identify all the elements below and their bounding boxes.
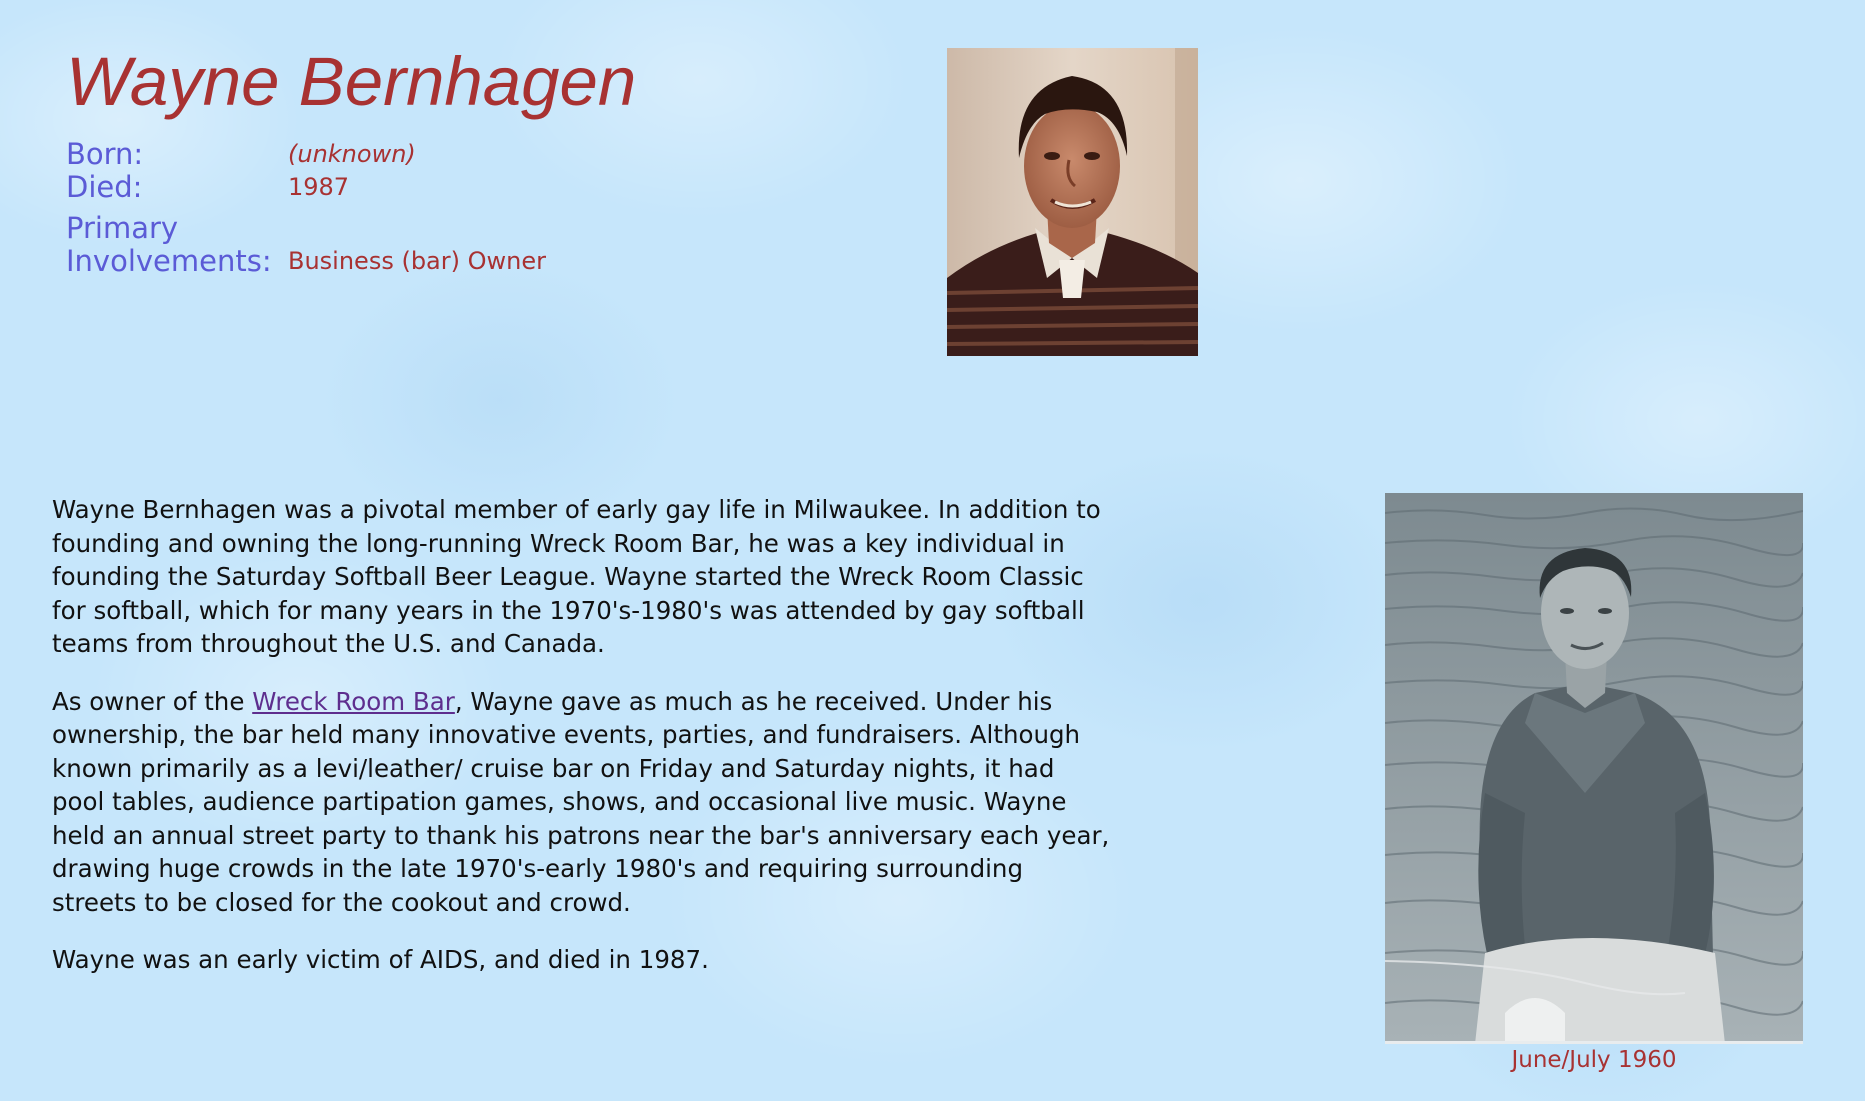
bio-p2-prefix: As owner of the xyxy=(52,686,253,716)
born-label: Born: xyxy=(66,137,144,171)
wreck-room-bar-link[interactable]: Wreck Room Bar xyxy=(252,686,455,716)
bio-paragraph-1 xyxy=(52,493,1152,661)
bio-p1-line: Wayne Bernhagen was a pivotal member of early gay life in Milwaukee. In addition to xyxy=(52,495,1101,524)
involvements-label xyxy=(66,204,288,278)
involvements-row xyxy=(66,204,546,278)
bio-p1-line: founding the Saturday Softball Beer League. Wayne started the Wreck Room Classic xyxy=(52,562,1084,591)
portrait-photo xyxy=(947,48,1198,356)
bio-p1-line: founding and owning the long-running Wreck Room Bar, he was a key individual in xyxy=(52,528,1065,558)
bio-p2-line: ownership, the bar held many innovative events, parties, and fundraisers. Although xyxy=(52,720,1081,749)
biography xyxy=(52,493,1152,1001)
born-value: (unknown) xyxy=(288,140,416,168)
bio-p1-line: teams from throughout the U.S. and Canada. xyxy=(52,629,605,658)
bio-p2-line: pool tables, audience partipation games, shows, and occasional live music. Wayne xyxy=(52,787,1067,816)
bio-p2-suffix: , Wayne gave as much as he received. Under his xyxy=(454,686,1053,716)
facts-table xyxy=(66,138,546,278)
bio-paragraph-3: Wayne was an early victim of AIDS, and died in 1987. xyxy=(52,945,709,974)
died-row xyxy=(66,171,546,204)
bio-p2-line: drawing huge crowds in the late 1970's-early 1980's and requiring surrounding xyxy=(52,854,1024,883)
died-value: 1987 xyxy=(288,173,350,201)
involvements-value: Business (bar) Owner xyxy=(288,247,546,275)
lakeside-photo xyxy=(1385,493,1803,1044)
bio-p1-line: for softball, which for many years in the 1970's-1980's was attended by gay softball xyxy=(52,595,1085,625)
page-title: Wayne Bernhagen xyxy=(66,43,637,120)
born-row xyxy=(66,138,546,171)
photo-caption: June/July 1960 xyxy=(1511,1047,1677,1073)
died-label: Died: xyxy=(66,170,143,204)
bio-p2-line: held an annual street party to thank his patrons near the bar's anniversary each year, xyxy=(52,820,1110,850)
bio-paragraph-2 xyxy=(52,685,1152,920)
involvements-label-line1: Primary xyxy=(66,211,179,245)
bio-p2-line: known primarily as a levi/leather/ cruise bar on Friday and Saturday nights, it had xyxy=(52,753,1055,783)
bio-p2-line: streets to be closed for the cookout and crowd. xyxy=(52,887,631,917)
involvements-label-line2: Involvements: xyxy=(66,244,272,278)
